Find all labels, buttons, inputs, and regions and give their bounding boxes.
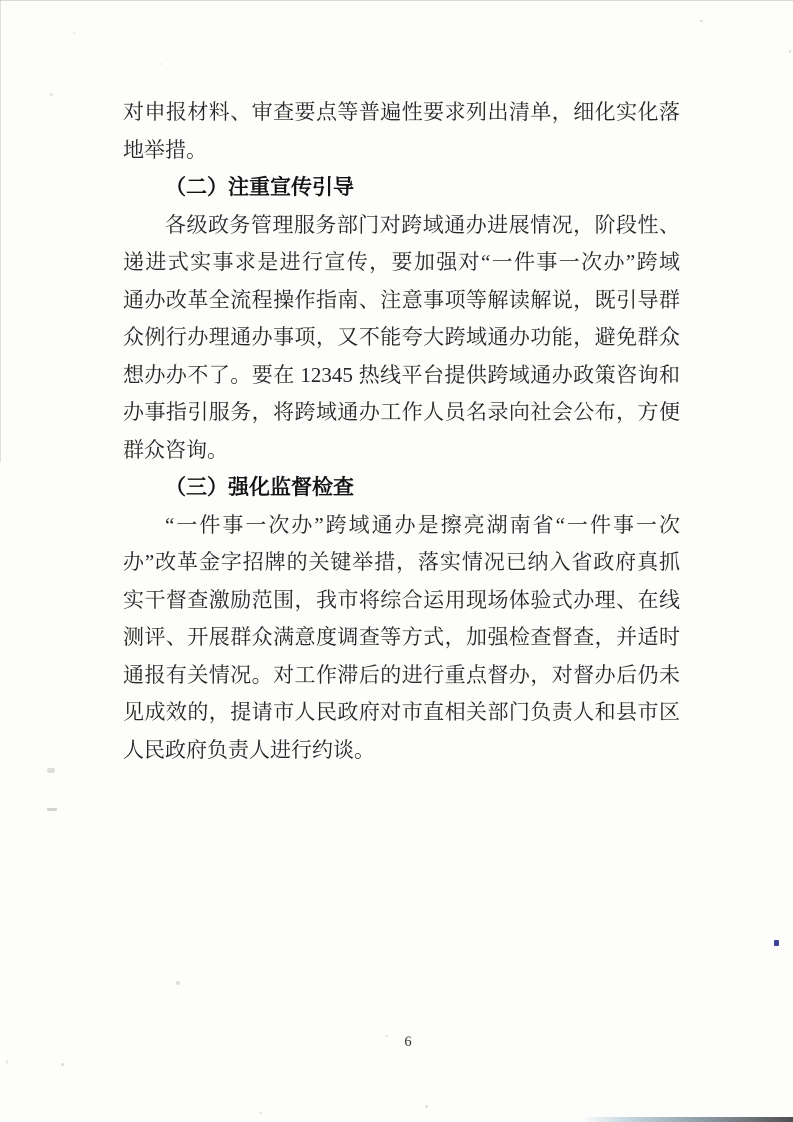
scan-speck bbox=[160, 63, 162, 65]
body-line: 见成效的，提请市人民政府对市直相关部门负责人和县市区 bbox=[123, 700, 680, 724]
body-line: 各级政务管理服务部门对跨域通办进展情况，阶段性、 bbox=[165, 212, 680, 237]
scan-edge-band-bottom-right bbox=[585, 1117, 793, 1122]
scan-speck bbox=[385, 1035, 388, 1037]
body-line: 人民政府负责人进行约谈。 bbox=[123, 737, 375, 762]
ink-dot-artifact bbox=[774, 940, 779, 946]
body-line: 对申报材料、审查要点等普遍性要求列出清单，细化实化落 bbox=[123, 100, 680, 124]
body-line: 想办办不了。要在 12345 热线平台提供跨域通办政策咨询和 bbox=[123, 362, 680, 387]
body-line: 通办改革全流程操作指南、注意事项等解读解说，既引导群 bbox=[123, 287, 680, 312]
scan-edge-top bbox=[0, 0, 793, 1]
scan-speck bbox=[47, 768, 55, 773]
scan-speck bbox=[259, 1112, 262, 1114]
body-line: 众例行办理通办事项，又不能夸大跨域通办功能，避免群众 bbox=[123, 325, 680, 349]
scan-speck bbox=[789, 50, 791, 53]
scan-speck bbox=[425, 1105, 428, 1108]
scan-speck bbox=[700, 20, 703, 22]
section-heading-3: （三）强化监督检查 bbox=[165, 475, 354, 499]
body-line: 办事指引服务，将跨域通办工作人员名录向社会公布，方便 bbox=[123, 400, 680, 424]
body-line: 实干督查激励范围，我市将综合运用现场体验式办理、在线 bbox=[123, 587, 680, 612]
body-line: “一件事一次办”跨域通办是擦亮湖南省“一件事一次 bbox=[165, 512, 680, 537]
body-line: 递进式实事求是进行宣传，要加强对“一件事一次办”跨域 bbox=[123, 250, 680, 274]
scan-edge-left bbox=[0, 0, 1, 462]
body-line: 群众咨询。 bbox=[123, 437, 228, 462]
section-heading-2: （二）注重宣传引导 bbox=[165, 175, 354, 199]
scan-speck bbox=[47, 808, 57, 811]
scan-speck bbox=[6, 1060, 8, 1064]
body-line: 地举措。 bbox=[123, 137, 207, 162]
body-line: 办”改革金字招牌的关键举措，落实情况已纳入省政府真抓 bbox=[123, 550, 680, 574]
scan-speck bbox=[176, 981, 180, 985]
body-line: 测评、开展群众满意度调查等方式，加强检查督查，并适时 bbox=[123, 625, 680, 649]
scan-speck bbox=[61, 1063, 64, 1066]
scan-speck bbox=[73, 32, 75, 34]
document-text-column bbox=[123, 94, 680, 769]
page-number: 6 bbox=[404, 1034, 412, 1050]
body-line: 通报有关情况。对工作滞后的进行重点督办，对督办后仍未 bbox=[123, 662, 680, 687]
scan-speck bbox=[50, 93, 53, 96]
